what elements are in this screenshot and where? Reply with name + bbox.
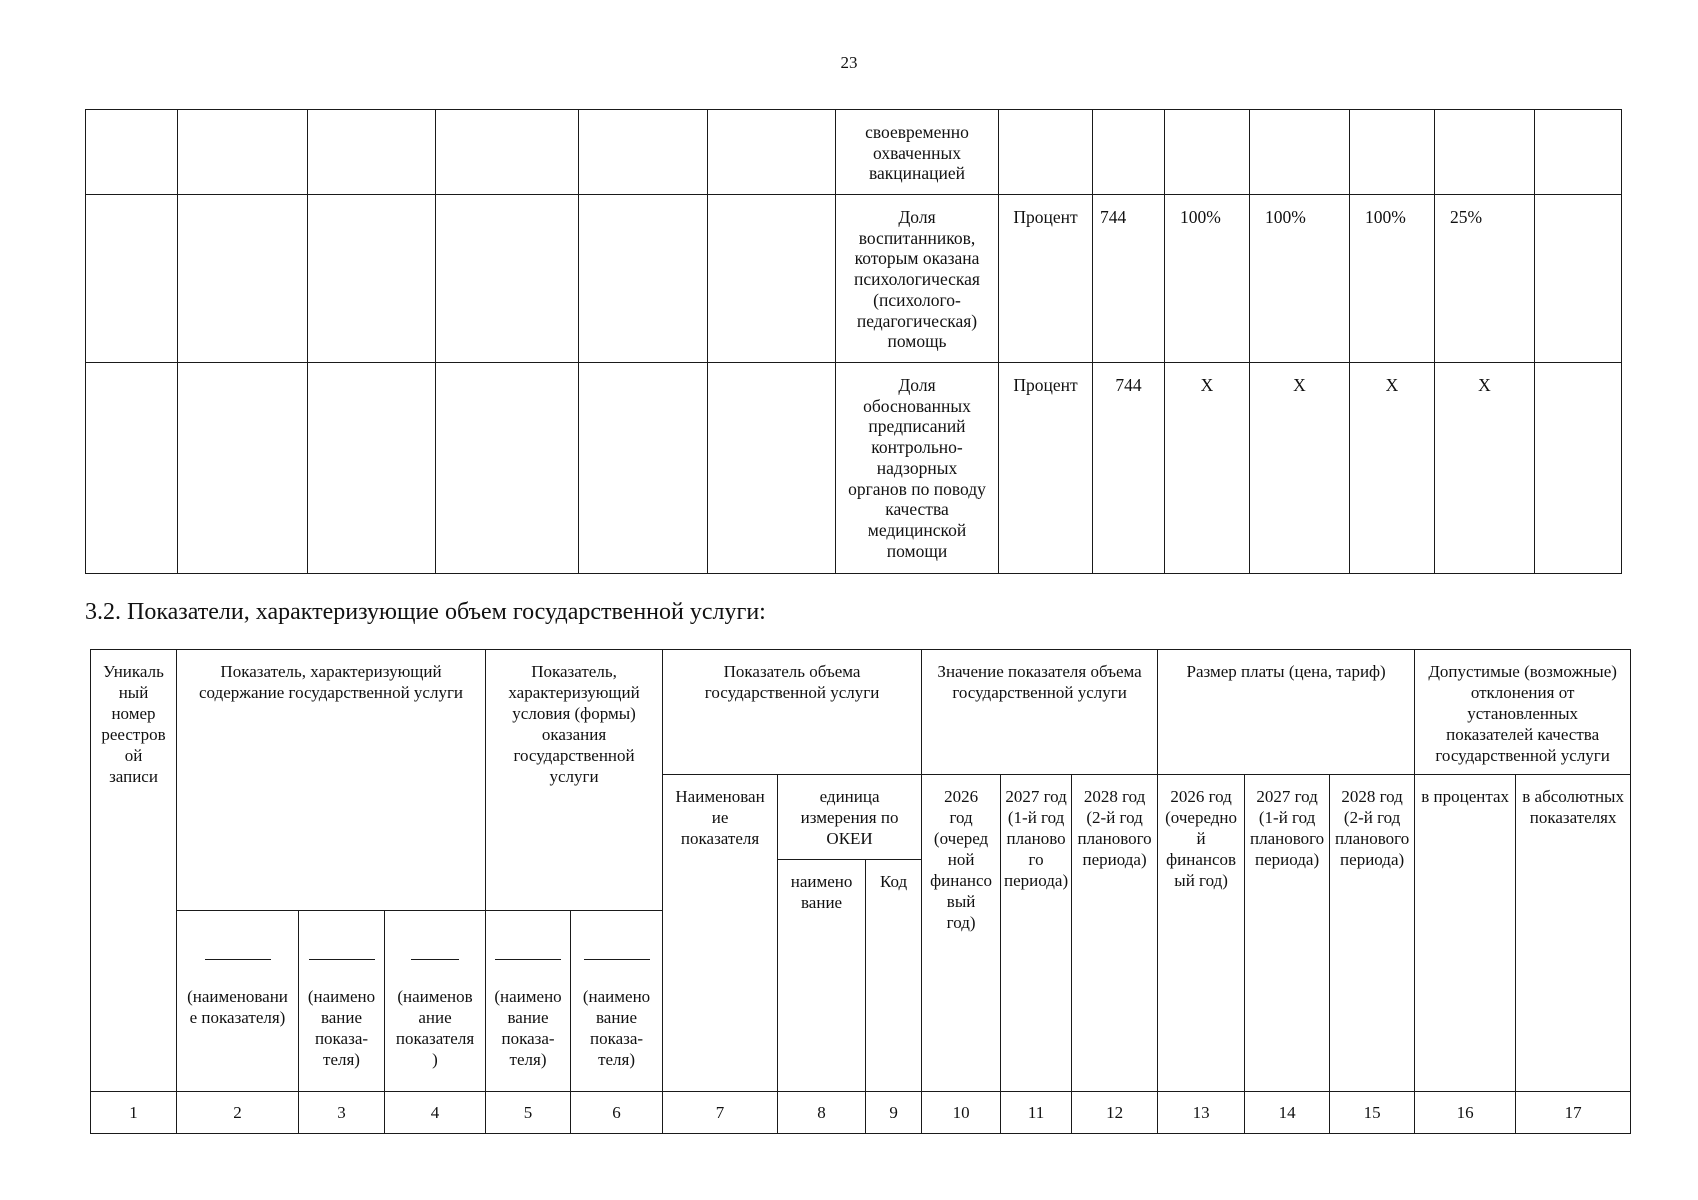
condition-indicator-cell [708,195,836,363]
sub-header-label: (наимено вание показа- теля) [582,987,651,1069]
volume-indicators-table [90,649,1631,1134]
header-unit-code: Код [866,860,922,1092]
header-price-2027: 2027 год (1-й год планового периода) [1245,775,1330,1092]
table-row [86,110,1622,195]
deviation-percent-cell [1435,110,1535,195]
unit-code-cell: 744 [1093,363,1165,574]
content-indicator-cell [436,110,579,195]
registry-number-cell [86,363,178,574]
value-2027-cell: X [1250,363,1350,574]
column-number: 7 [663,1092,778,1134]
content-indicator-cell [178,110,308,195]
fill-in-line [495,959,561,960]
fill-in-line [205,959,271,960]
fill-in-line [411,959,459,960]
header-value-2028: 2028 год (2-й год планового периода) [1072,775,1158,1092]
unit-name-cell [999,110,1093,195]
sub-header-label: (наимено вание показа- теля) [494,987,562,1069]
deviation-percent-cell: X [1435,363,1535,574]
condition-indicator-cell [579,110,708,195]
column-numbers-row [91,1092,1631,1134]
value-2028-cell: X [1350,363,1435,574]
column-number: 8 [778,1092,866,1134]
header-allowed-deviation: Допустимые (возможные) отклонения от установленных показателей качества государственной услуги [1415,650,1631,775]
table-row [86,195,1622,363]
fill-in-line [584,959,650,960]
unit-code-cell: 744 [1093,195,1165,363]
section-title: 3.2. Показатели, характеризующие объем государственной услуги: [85,599,766,625]
value-2026-cell: 100% [1165,195,1250,363]
content-indicator-cell [308,110,436,195]
column-number: 3 [299,1092,385,1134]
sub-header-label: (наименов ание показателя ) [395,987,475,1069]
registry-number-cell [86,110,178,195]
condition-indicator-cell [579,195,708,363]
sub-header-label: (наименовани е показателя) [187,987,288,1027]
column-number: 10 [922,1092,1001,1134]
header-price-2028: 2028 год (2-й год планового периода) [1330,775,1415,1092]
fill-in-line [309,959,375,960]
condition-indicator-cell [708,110,836,195]
deviation-absolute-cell [1535,110,1622,195]
header-price: Размер платы (цена, тариф) [1158,650,1415,775]
column-number: 5 [486,1092,571,1134]
value-2028-cell: 100% [1350,195,1435,363]
column-number: 12 [1072,1092,1158,1134]
deviation-percent-cell: 25% [1435,195,1535,363]
deviation-absolute-cell [1535,363,1622,574]
sub-header-label: (наимено вание показа- теля) [307,987,376,1069]
header-content-sub-3 [385,911,486,1092]
indicator-name-cell: Доля воспитанников, которым оказана психологическая (психолого- педагогическая) помощь [836,195,999,363]
header-unit-name: наимено вание [778,860,866,1092]
condition-indicator-cell [708,363,836,574]
column-number: 9 [866,1092,922,1134]
column-number: 15 [1330,1092,1415,1134]
header-conditions-sub-1 [486,911,571,1092]
header-registry-number: Уникаль ный номер реестров ой записи [91,650,177,1092]
header-conditions-sub-2 [571,911,663,1092]
value-2026-cell [1165,110,1250,195]
header-volume-indicator: Показатель объема государственной услуги [663,650,922,775]
indicator-name-cell: Доля обоснованных предписаний контрольно- надзорных органов по поводу качества медицинской помощи [836,363,999,574]
quality-indicators-table [85,109,1622,574]
header-volume-indicator-name: Наименован ие показателя [663,775,778,1092]
content-indicator-cell [436,195,579,363]
value-2027-cell [1250,110,1350,195]
column-number: 16 [1415,1092,1516,1134]
content-indicator-cell [308,195,436,363]
unit-name-cell: Процент [999,363,1093,574]
header-okei-unit: единица измерения по ОКЕИ [778,775,922,860]
header-value-2026: 2026 год (очеред ной финансо вый год) [922,775,1001,1092]
content-indicator-cell [436,363,579,574]
header-conditions-indicator: Показатель, характеризующий условия (формы) оказания государственной услуги [486,650,663,911]
content-indicator-cell [308,363,436,574]
column-number: 2 [177,1092,299,1134]
value-2026-cell: X [1165,363,1250,574]
content-indicator-cell [178,195,308,363]
header-content-sub-2 [299,911,385,1092]
deviation-absolute-cell [1535,195,1622,363]
value-2027-cell: 100% [1250,195,1350,363]
table-row [86,363,1622,574]
header-content-indicator: Показатель, характеризующий содержание государственной услуги [177,650,486,911]
header-row [91,650,1631,775]
column-number: 13 [1158,1092,1245,1134]
column-number: 6 [571,1092,663,1134]
column-number: 11 [1001,1092,1072,1134]
registry-number-cell [86,195,178,363]
unit-name-cell: Процент [999,195,1093,363]
header-deviation-percent: в процентах [1415,775,1516,1092]
value-2028-cell [1350,110,1435,195]
header-volume-value: Значение показателя объема государственной услуги [922,650,1158,775]
header-content-sub-1 [177,911,299,1092]
unit-code-cell [1093,110,1165,195]
column-number: 17 [1516,1092,1631,1134]
page-number: 23 [840,53,858,72]
header-value-2027: 2027 год (1-й год планово го периода) [1001,775,1072,1092]
column-number: 1 [91,1092,177,1134]
indicator-name-cell: своевременно охваченных вакцинацией [836,110,999,195]
header-deviation-absolute: в абсолютных показателях [1516,775,1631,1092]
header-price-2026: 2026 год (очередно й финансов ый год) [1158,775,1245,1092]
content-indicator-cell [178,363,308,574]
column-number: 4 [385,1092,486,1134]
column-number: 14 [1245,1092,1330,1134]
condition-indicator-cell [579,363,708,574]
